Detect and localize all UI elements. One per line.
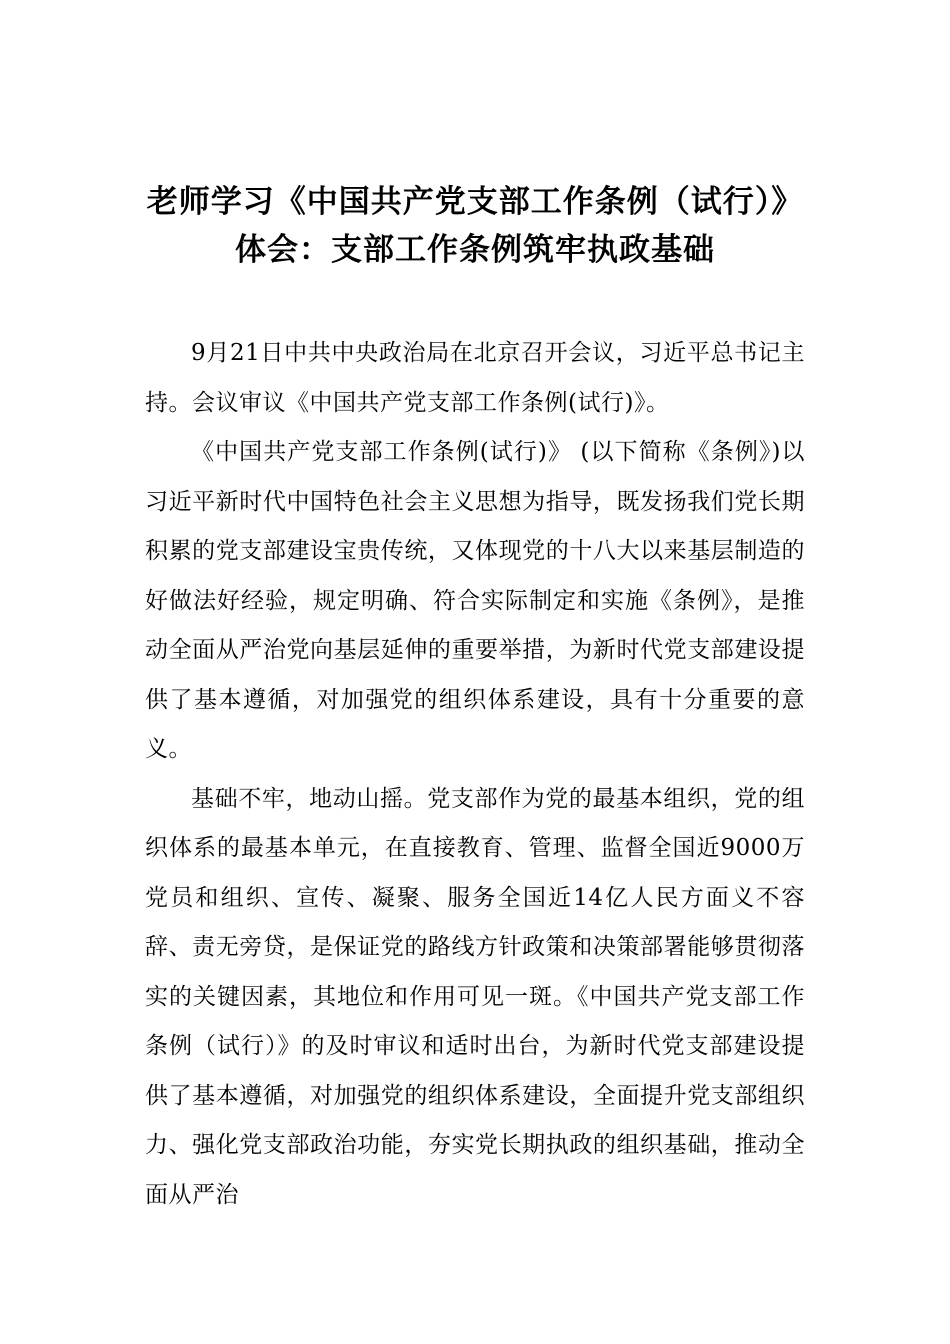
paragraph-2: 《中国共产党支部工作条例(试行)》 (以下简称《条例》)以习近平新时代中国特色社会主义思想为指导，既发扬我们党长期积累的党支部建设宝贵传统，又体现党的十八大以来基层制造的好做法好经验，规定明确、符合实际制定和实施《条例》，是推动全面从严治党向基层延伸的重要举措，为新时代党支部建设提供了基本遵循，对加强党的组织体系建设，具有十分重要的意义。	[145, 439, 805, 762]
paragraph-3: 基础不牢，地动山摇。党支部作为党的最基本组织，党的组织体系的最基本单元，在直接教育、管理、监督全国近9000万党员和组织、宣传、凝聚、服务全国近14亿人民方面义不容辞、责无旁贷，是保证党的路线方针政策和决策部署能够贯彻落实的关键因素，其地位和作用可见一斑。《中国共产党支部工作条例（试行）》的及时审议和适时出台，为新时代党支部建设提供了基本遵循，对加强党的组织体系建设，全面提升党支部组织力、强化党支部政治功能，夯实党长期执政的组织基础，推动全面从严治	[145, 785, 805, 1208]
document-body	[145, 329, 805, 1220]
paragraph-1: 9月21日中共中央政治局在北京召开会议，习近平总书记主持。会议审议《中国共产党支部工作条例(试行)》。	[145, 340, 805, 416]
document-title: 老师学习《中国共产党支部工作条例（试行）》体会：支部工作条例筑牢执政基础	[146, 184, 804, 268]
